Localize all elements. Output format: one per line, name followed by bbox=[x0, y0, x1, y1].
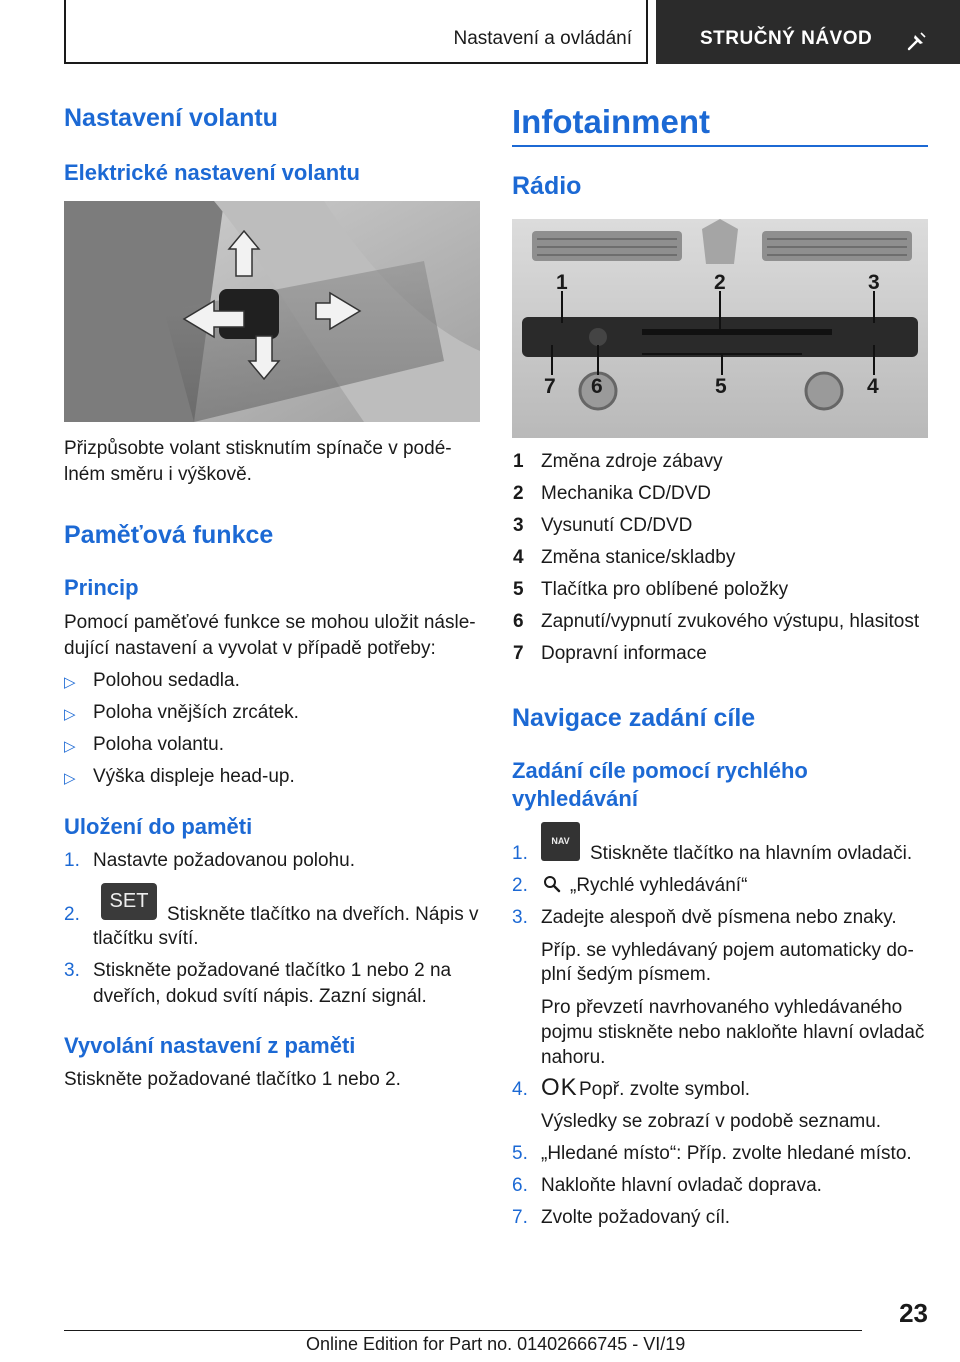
page-number: 23 bbox=[899, 1298, 928, 1328]
legend-text: Dopravní informace bbox=[541, 643, 707, 664]
legend-number: 7 bbox=[513, 643, 524, 664]
legend-number: 4 bbox=[513, 547, 524, 568]
header-section-title: Nastavení a ovládání bbox=[453, 28, 632, 49]
heading-vyvolani: Vyvolání nastavení z paměti bbox=[64, 1033, 356, 1058]
step-text-cont: dveřích, dokud svítí nápis. Zazní signál. bbox=[93, 986, 427, 1007]
legend-text: Změna stanice/skladby bbox=[541, 547, 736, 568]
nav-button-icon: NAV bbox=[541, 822, 580, 861]
step-number: 3. bbox=[512, 907, 528, 928]
legend-number: 5 bbox=[513, 579, 524, 600]
heading-infotainment: Infotainment bbox=[512, 103, 710, 140]
step-number: 2. bbox=[512, 875, 528, 896]
step-text: Stiskněte tlačítko na dveřích. Nápis v bbox=[167, 904, 479, 925]
step-number: 1. bbox=[512, 843, 528, 864]
step-note: Výsledky se zobrazí v podobě seznamu. bbox=[541, 1111, 882, 1132]
heading-pametova-funkce: Paměťová funkce bbox=[64, 521, 274, 549]
ok-symbol-icon: OK bbox=[541, 1074, 578, 1101]
step-text: Stiskněte tlačítko na hlavním ovladači. bbox=[590, 843, 913, 864]
step-number: 2. bbox=[64, 904, 80, 925]
step-text: Zadejte alespoň dvě písmena nebo znaky. bbox=[541, 907, 897, 928]
heading-navigace: Navigace zadání cíle bbox=[512, 704, 756, 732]
radio-panel-photo bbox=[512, 219, 928, 438]
footer-rule bbox=[64, 1330, 862, 1331]
paragraph-volant-line1: Přizpůsobte volant stisknutím spínače v podé- bbox=[64, 438, 452, 459]
heading-rychle-line2: vyhledávání bbox=[512, 786, 638, 811]
legend-number: 3 bbox=[513, 515, 524, 536]
legend-text: Změna zdroje zábavy bbox=[541, 451, 723, 472]
step-number: 1. bbox=[64, 850, 80, 871]
legend-text: Mechanika CD/DVD bbox=[541, 483, 711, 504]
step-number: 6. bbox=[512, 1175, 528, 1196]
callout-label: 6 bbox=[591, 375, 603, 398]
heading-ulozeni: Uložení do paměti bbox=[64, 814, 253, 839]
paragraph-princip-line2: dující nastavení a vyvolat v případě potřeby: bbox=[64, 638, 436, 659]
bullet-item: Poloha volantu. bbox=[93, 734, 224, 755]
heading-princip: Princip bbox=[64, 575, 139, 600]
legend-text: Vysunutí CD/DVD bbox=[541, 515, 693, 536]
callout-label: 1 bbox=[556, 271, 568, 294]
quick-guide-icon bbox=[906, 30, 928, 52]
step-note: Pro převzetí navrhovaného vyhledávaného bbox=[541, 997, 903, 1018]
header-tag bbox=[656, 0, 960, 64]
callout-label: 2 bbox=[714, 271, 726, 294]
step-number: 4. bbox=[512, 1079, 528, 1100]
step-note: plní šedým písmem. bbox=[541, 964, 711, 985]
bullet-marker: ▷ bbox=[64, 706, 76, 723]
paragraph-princip-line1: Pomocí paměťové funkce se mohou uložit násle- bbox=[64, 612, 476, 633]
search-icon bbox=[543, 875, 561, 893]
legend-text: Tlačítka pro oblíbené položky bbox=[541, 579, 789, 600]
step-text-cont: tlačítku svítí. bbox=[93, 928, 199, 949]
legend-text: Zapnutí/vypnutí zvukového výstupu, hlasitost bbox=[541, 611, 920, 632]
bullet-marker: ▷ bbox=[64, 770, 76, 787]
step-number: 7. bbox=[512, 1207, 528, 1228]
header-box bbox=[64, 0, 648, 64]
step-text: Nastavte požadovanou polohu. bbox=[93, 850, 355, 871]
legend-number: 6 bbox=[513, 611, 524, 632]
callout-label: 5 bbox=[715, 375, 727, 398]
paragraph-vyvolani: Stiskněte požadované tlačítko 1 nebo 2. bbox=[64, 1069, 401, 1090]
heading-rychle-line1: Zadání cíle pomocí rychlého bbox=[512, 758, 808, 783]
set-button-icon: SET bbox=[101, 883, 157, 920]
heading-rule bbox=[512, 145, 928, 147]
step-number: 3. bbox=[64, 960, 80, 981]
step-note: nahoru. bbox=[541, 1047, 606, 1068]
step-text: Stiskněte požadované tlačítko 1 nebo 2 na bbox=[93, 960, 452, 981]
legend-number: 1 bbox=[513, 451, 524, 472]
header-tag-label: STRUČNÝ NÁVOD bbox=[700, 28, 873, 49]
step-text: Zvolte požadovaný cíl. bbox=[541, 1207, 731, 1228]
footer-edition: Online Edition for Part no. 01402666745 - VI/19 bbox=[306, 1334, 686, 1354]
heading-nastaveni-volantu: Nastavení volantu bbox=[64, 104, 278, 132]
bullet-marker: ▷ bbox=[64, 674, 76, 691]
bullet-marker: ▷ bbox=[64, 738, 76, 755]
step-text: „Hledané místo“: Příp. zvolte hledané místo. bbox=[541, 1143, 912, 1164]
step-note: Příp. se vyhledávaný pojem automaticky do- bbox=[541, 940, 914, 961]
bullet-item: Poloha vnějších zrcátek. bbox=[93, 702, 299, 723]
callout-label: 4 bbox=[867, 375, 879, 398]
callout-label: 3 bbox=[868, 271, 880, 294]
step-text: Popř. zvolte symbol. bbox=[579, 1079, 751, 1100]
callout-label: 7 bbox=[544, 375, 556, 398]
heading-radio: Rádio bbox=[512, 172, 582, 200]
steering-switch-photo bbox=[64, 201, 480, 422]
step-text: Nakloňte hlavní ovladač doprava. bbox=[541, 1175, 822, 1196]
legend-number: 2 bbox=[513, 483, 524, 504]
bullet-item: Polohou sedadla. bbox=[93, 670, 240, 691]
step-note: pojmu stiskněte nebo nakloňte hlavní ovladač bbox=[541, 1022, 925, 1043]
bullet-item: Výška displeje head-up. bbox=[93, 766, 295, 787]
step-number: 5. bbox=[512, 1143, 528, 1164]
step-text: „Rychlé vyhledávání“ bbox=[570, 875, 748, 896]
paragraph-volant-line2: lném směru i výškově. bbox=[64, 464, 252, 485]
heading-elektricke-nastaveni: Elektrické nastavení volantu bbox=[64, 160, 360, 185]
